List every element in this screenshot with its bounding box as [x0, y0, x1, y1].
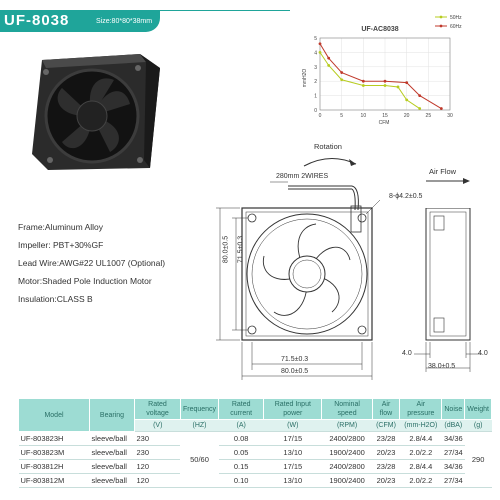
- table-row: [19, 460, 492, 474]
- data-point: [340, 78, 343, 81]
- dim-bottom-outer: 80.0±0.5: [281, 368, 309, 375]
- hole-label: 8-ϕ4.2±0.5: [389, 193, 423, 200]
- cell-speed: 1900/2400: [322, 474, 372, 488]
- cell-noise: 34/36: [442, 460, 465, 474]
- y-tick-label: 0: [314, 108, 317, 114]
- data-point: [440, 107, 443, 110]
- data-point: [319, 51, 322, 54]
- legend-marker: [440, 16, 443, 19]
- cell-current: 0.05: [219, 446, 264, 460]
- legend-marker: [440, 25, 443, 28]
- cell-current: 0.08: [219, 432, 264, 446]
- cell-pressure: 2.0/2.2: [400, 446, 442, 460]
- rotation-arrow-icon: [296, 150, 366, 170]
- cell-model: UF-803812M: [19, 474, 90, 488]
- dim-side-depth: 38.0±0.5: [428, 363, 456, 370]
- dim-side-right: 4.0: [478, 350, 488, 357]
- spec-insulation: Insulation:CLASS B: [18, 294, 93, 304]
- data-point: [405, 99, 408, 102]
- y-tick-label: 3: [314, 64, 317, 71]
- model-title: UF-8038: [4, 12, 70, 29]
- data-point: [384, 80, 387, 83]
- cell-airflow: 23/28: [372, 460, 400, 474]
- x-tick-label: 10: [360, 113, 367, 119]
- cell-voltage: 230: [135, 432, 181, 446]
- data-point: [418, 107, 421, 110]
- cell-noise: 27/34: [442, 474, 465, 488]
- data-point: [362, 80, 365, 83]
- th-airflow: Air flow: [372, 399, 400, 420]
- th-speed: Nominal speed: [322, 399, 372, 420]
- th-pressure: Air pressure: [400, 399, 442, 420]
- data-point: [397, 86, 400, 89]
- data-point: [362, 84, 365, 87]
- unit-current: (A): [219, 420, 264, 432]
- cell-current: 0.15: [219, 460, 264, 474]
- cell-voltage: 120: [135, 474, 181, 488]
- data-point: [327, 64, 330, 67]
- y-tick-label: 1: [314, 93, 317, 100]
- unit-frequency: (HZ): [180, 420, 218, 432]
- table-header-row: [19, 399, 492, 420]
- x-tick-label: 0: [318, 113, 322, 119]
- x-tick-label: 5: [340, 113, 344, 119]
- cell-model: UF-803812H: [19, 460, 90, 474]
- table-row: [19, 432, 492, 446]
- dim-side-left: 4.0: [402, 350, 412, 357]
- rotation-label: Rotation: [314, 142, 342, 151]
- unit-weight: (g): [465, 420, 492, 432]
- cell-pressure: 2.0/2.2: [400, 474, 442, 488]
- th-model: Model: [19, 399, 90, 432]
- cell-voltage: 230: [135, 446, 181, 460]
- cell-bearing: sleeve/ball: [90, 446, 135, 460]
- dim-left-inner: 71.5±0.3: [237, 235, 245, 264]
- cell-airflow: 23/28: [372, 432, 400, 446]
- th-frequency: Frequency: [180, 399, 218, 420]
- x-tick-label: 20: [403, 113, 410, 119]
- spec-impeller: Impeller: PBT+30%GF: [18, 240, 104, 250]
- dim-bottom-inner: 71.5±0.3: [281, 356, 309, 363]
- cell-bearing: sleeve/ball: [90, 474, 135, 488]
- unit-pressure: (mm-H2O): [400, 420, 442, 432]
- data-point: [384, 84, 387, 87]
- th-bearing: Bearing: [90, 399, 135, 432]
- x-tick-label: 30: [447, 113, 453, 119]
- unit-speed: (RPM): [322, 420, 372, 432]
- x-axis-label: CFM: [378, 120, 390, 125]
- fan-photo: [28, 52, 166, 172]
- legend-label: 60Hz: [450, 24, 462, 30]
- unit-noise: (dBA): [442, 420, 465, 432]
- wire-label: 280mm 2WIRES: [276, 173, 329, 180]
- airflow-arrow-icon: [424, 176, 474, 186]
- data-point: [405, 81, 408, 84]
- cell-model: UF-803823H: [19, 432, 90, 446]
- cell-airflow: 20/23: [372, 446, 400, 460]
- cell-speed: 2400/2800: [322, 460, 372, 474]
- legend-label: 50Hz: [450, 15, 462, 21]
- dim-left-outer: 80.0±0.5: [222, 235, 230, 264]
- cell-power: 17/15: [264, 432, 322, 446]
- th-weight: Weight: [465, 399, 492, 420]
- th-voltage: Rated voltage: [135, 399, 181, 420]
- data-point: [418, 94, 421, 97]
- cell-pressure: 2.8/4.4: [400, 460, 442, 474]
- spec-lead-wire: Lead Wire:AWG#22 UL1007 (Optional): [18, 258, 166, 268]
- cell-power: 13/10: [264, 474, 322, 488]
- chart-title: UF-AC8038: [361, 26, 399, 33]
- series-line: [320, 52, 420, 108]
- spec-motor: Motor:Shaded Pole Induction Motor: [18, 276, 152, 286]
- y-tick-label: 2: [314, 79, 317, 86]
- y-axis-label: mmH2O: [302, 68, 308, 88]
- airflow-label: Air Flow: [429, 167, 457, 176]
- table-row: [19, 474, 492, 488]
- x-tick-label: 15: [382, 113, 388, 119]
- spec-table: [18, 398, 492, 488]
- x-tick-label: 25: [425, 113, 432, 119]
- cell-voltage: 120: [135, 460, 181, 474]
- table-row: [19, 446, 492, 460]
- cell-noise: 27/34: [442, 446, 465, 460]
- header-rule: [160, 10, 290, 11]
- unit-voltage: (V): [135, 420, 181, 432]
- cell-airflow: 20/23: [372, 474, 400, 488]
- unit-power: (W): [264, 420, 322, 432]
- cell-speed: 2400/2800: [322, 432, 372, 446]
- data-point: [327, 57, 330, 60]
- size-label: Size:80*80*38mm: [96, 18, 153, 25]
- th-current: Rated current: [219, 399, 264, 420]
- performance-chart: [300, 10, 490, 125]
- y-tick-label: 4: [314, 50, 317, 57]
- th-noise: Noise: [442, 399, 465, 420]
- cell-bearing: sleeve/ball: [90, 460, 135, 474]
- cell-current: 0.10: [219, 474, 264, 488]
- cell-noise: 34/36: [442, 432, 465, 446]
- cell-speed: 1900/2400: [322, 446, 372, 460]
- data-point: [340, 71, 343, 74]
- cell-bearing: sleeve/ball: [90, 432, 135, 446]
- cell-power: 17/15: [264, 460, 322, 474]
- spec-frame: Frame:Aluminum Alloy: [18, 222, 104, 232]
- data-point: [319, 42, 322, 45]
- cell-frequency: 50/60: [180, 432, 218, 488]
- th-power: Rated Input power: [264, 399, 322, 420]
- cell-model: UF-803823M: [19, 446, 90, 460]
- cell-power: 13/10: [264, 446, 322, 460]
- cell-pressure: 2.8/4.4: [400, 432, 442, 446]
- cell-weight: 290: [465, 432, 492, 488]
- y-tick-label: 5: [314, 36, 317, 42]
- unit-airflow: (CFM): [372, 420, 400, 432]
